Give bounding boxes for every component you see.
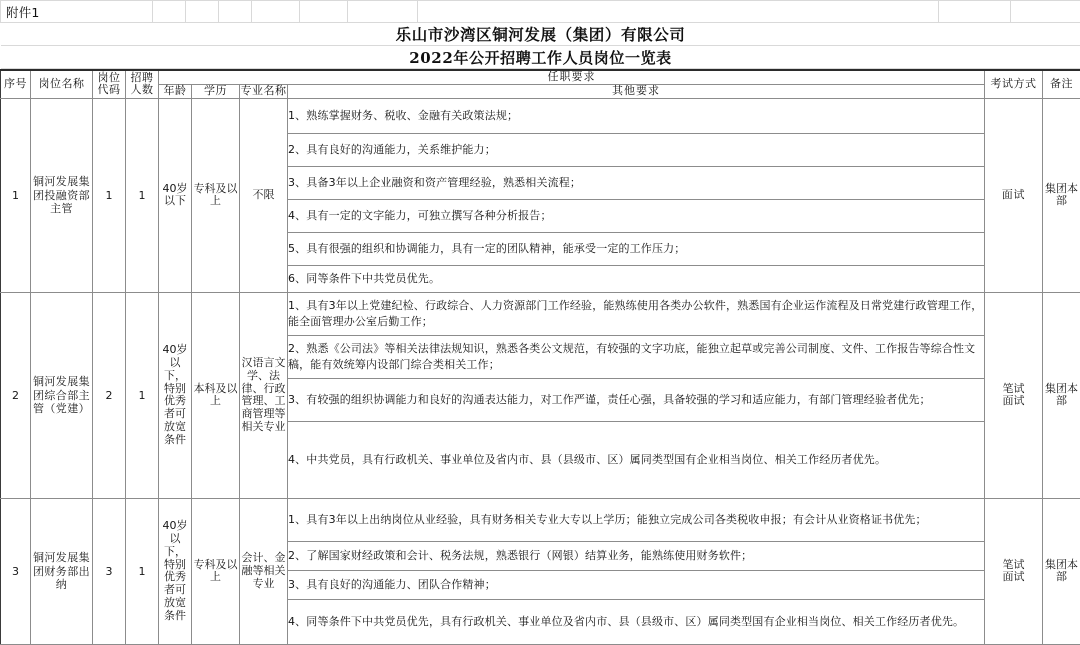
cell-major-text: 汉语言文学、法律、行政管理、工商管理等相关专业 [240,357,287,434]
blank-cell [348,1,418,23]
blank-cell [186,1,219,23]
cell-headcount: 1 [126,292,159,498]
positions-table [0,69,1080,645]
cell-age [159,292,192,498]
header-seq: 序号 [1,70,31,98]
cell-major [240,98,288,292]
header-headcount: 招聘人数 [126,70,159,98]
cell-major [240,292,288,498]
cell-exam-method-text: 笔试 面试 [985,559,1042,585]
cell-requirement: 5、具有很强的组织和协调能力，具有一定的团队精神，能承受一定的工作压力； [288,232,985,265]
cell-education-text: 本科及以上 [192,383,239,409]
table-row [1,292,1080,335]
cell-exam-method [985,498,1043,644]
cell-seq: 2 [1,292,31,498]
cell-position-name: 铜河发展集团财务部出纳 [31,498,93,644]
company-title: 乐山市沙湾区铜河发展（集团）有限公司 [1,23,1080,46]
cell-requirement: 2、了解国家财经政策和会计、税务法规，熟悉银行（网银）结算业务，能熟练使用财务软件； [288,541,985,570]
attachment-label: 附件1 [1,1,153,23]
header-major: 专业名称 [240,84,288,98]
cell-exam-method [985,292,1043,498]
cell-education [192,98,240,292]
cell-headcount: 1 [126,98,159,292]
attachment-row [1,1,1080,23]
cell-position-code: 2 [93,292,126,498]
header-exam-method: 考试方式 [985,70,1043,98]
header-requirements-group: 任职要求 [159,70,985,84]
cell-requirement: 3、具有良好的沟通能力、团队合作精神； [288,570,985,599]
cell-requirement: 2、熟悉《公司法》等相关法律法规知识，熟悉各类公文规范，有较强的文字功底，能独立起草或完善公司制度、文件、工作报告等综合性文稿，能有效统筹内设部门综合类相关工作； [288,335,985,378]
title-row-subtitle [1,46,1080,69]
cell-requirement: 4、具有一定的文字能力，可独立撰写各种分析报告； [288,199,985,232]
cell-exam-method: 面试 [985,98,1043,292]
blank-cell [939,1,1011,23]
cell-age [159,98,192,292]
cell-position-code: 3 [93,498,126,644]
cell-remarks-text: 集团本部 [1043,559,1080,585]
title-row-company [1,23,1080,46]
cell-age-text: 40岁以下，特别优秀者可放宽条件 [159,344,191,446]
cell-remarks [1043,498,1080,644]
cell-seq: 1 [1,98,31,292]
cell-requirement: 2、具有良好的沟通能力，关系维护能力； [288,133,985,166]
cell-requirement: 4、中共党员，具有行政机关、事业单位及省内市、县（县级市、区）属同类型国有企业相当岗位、相关工作经历者优先。 [288,421,985,498]
blank-cell [1011,1,1080,23]
cell-exam-method-text: 笔试 面试 [985,383,1042,409]
cell-education [192,292,240,498]
header-education: 学历 [192,84,240,98]
blank-cell [219,1,252,23]
cell-education [192,498,240,644]
cell-age-text: 40岁以下 [159,183,191,209]
sheet-header-band [0,0,1080,69]
cell-remarks-text: 集团本部 [1043,183,1080,209]
cell-age-text: 40岁以下，特别优秀者可放宽条件 [159,520,191,622]
cell-remarks [1043,98,1080,292]
cell-requirement: 3、有较强的组织协调能力和良好的沟通表达能力，对工作严谨，责任心强，具备较强的学习和适应能力，有部门管理经验者优先； [288,378,985,421]
table-header-sub-row [1,84,1080,98]
blank-cell [300,1,348,23]
header-other-requirements: 其他要求 [288,84,985,98]
cell-education-text: 专科及以上 [192,183,239,209]
cell-position-name: 铜河发展集团投融资部主管 [31,98,93,292]
cell-headcount: 1 [126,498,159,644]
cell-major-text: 会计、金融等相关专业 [240,552,287,590]
cell-position-name: 铜河发展集团综合部主管（党建） [31,292,93,498]
header-age: 年龄 [159,84,192,98]
cell-major-text: 不限 [240,189,287,202]
cell-remarks-text: 集团本部 [1043,383,1080,409]
cell-age [159,498,192,644]
blank-cell [418,1,939,23]
cell-requirement: 1、具有3年以上出纳岗位从业经验，具有财务相关专业大专以上学历；能独立完成公司各类税收申报；有会计从业资格证书优先； [288,498,985,541]
blank-cell [252,1,300,23]
cell-education-text: 专科及以上 [192,559,239,585]
header-position-name: 岗位名称 [31,70,93,98]
cell-requirement: 3、具备3年以上企业融资和资产管理经验，熟悉相关流程； [288,166,985,199]
document-subtitle: 2022年公开招聘工作人员岗位一览表 [1,46,1080,69]
header-position-code: 岗位代码 [93,70,126,98]
cell-requirement: 1、熟练掌握财务、税收、金融有关政策法规； [288,98,985,133]
table-row [1,98,1080,133]
cell-requirement: 1、具有3年以上党建纪检、行政综合、人力资源部门工作经验，能熟练使用各类办公软件，熟悉国有企业运作流程及日常党建行政管理工作，能全面管理办公室后勤工作； [288,292,985,335]
cell-remarks [1043,292,1080,498]
cell-position-code: 1 [93,98,126,292]
table-row [1,498,1080,541]
blank-cell [153,1,186,23]
cell-requirement: 4、同等条件下中共党员优先，具有行政机关、事业单位及省内市、县（县级市、区）属同类型国有企业相当岗位、相关工作经历者优先。 [288,599,985,644]
table-header-group-row [1,70,1080,84]
cell-requirement: 6、同等条件下中共党员优先。 [288,265,985,292]
cell-major [240,498,288,644]
cell-seq: 3 [1,498,31,644]
header-remarks: 备注 [1043,70,1080,98]
